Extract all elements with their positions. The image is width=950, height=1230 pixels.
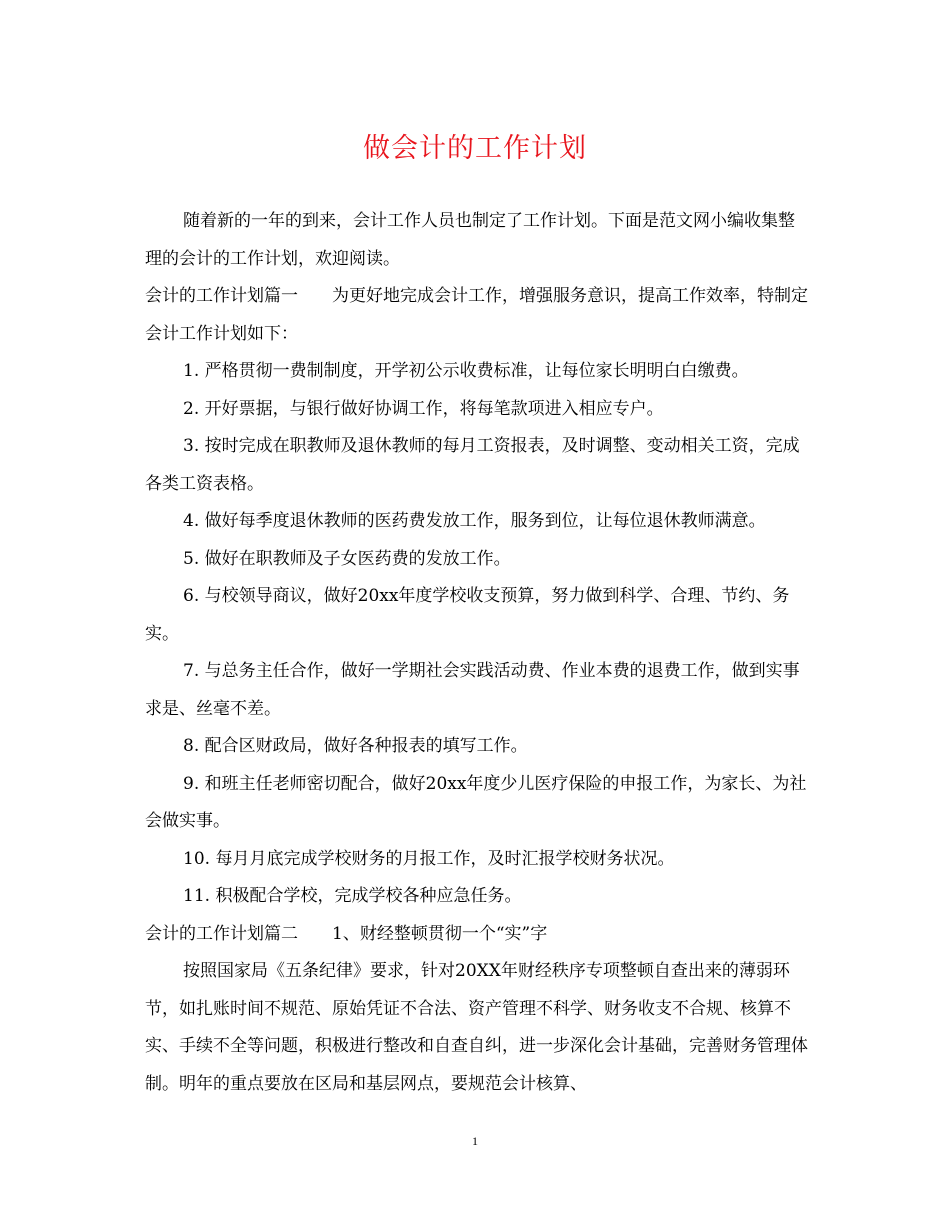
list-item: 10. 每月月底完成学校财务的月报工作，及时汇报学校财务状况。 <box>183 848 675 869</box>
list-item: 2. 开好票据，与银行做好协调工作，将每笔款项进入相应专户。 <box>183 398 664 419</box>
section-1-heading: 会计的工作计划篇一 <box>145 286 298 306</box>
page-title: 做会计的工作计划 <box>363 133 587 164</box>
section-2-paragraph <box>145 916 810 954</box>
section-1-paragraph <box>145 278 810 353</box>
list-item: 1. 严格贯彻一费制制度，开学初公示收费标准，让每位家长明明白白缴费。 <box>183 361 749 381</box>
list-item: 5. 做好在职教师及子女医药费的发放工作。 <box>183 548 511 569</box>
list-item: 6. 与校领导商议，做好20xx年度学校收支预算，努力做到科学、合理、节约、务实。 <box>145 586 790 644</box>
section-2-heading: 会计的工作计划篇二 <box>145 923 298 944</box>
section-2-text: 1、财经整顿贯彻一个“实”字 <box>332 923 548 944</box>
list-item: 8. 配合区财政局，做好各种报表的填写工作。 <box>183 736 528 756</box>
body-paragraph: 按照国家局《五条纪律》要求，针对20XX年财经秩序专项整顿自查出来的薄弱环节，如扎账时间不规范、原始凭证不合法、资产管理不科学、财务收支不合规、核算不实、手续不全等问题，积极进行整改和自查自纠，进一步深化会计基础，完善财务管理体制。明年的重点要放在区局和基层网点，要规范会计核算、 <box>145 961 808 1094</box>
list-item: 3. 按时完成在职教师及退休教师的每月工资报表，及时调整、变动相关工资，完成各类工资表格。 <box>145 436 800 494</box>
intro-paragraph: 随着新的一年的到来，会计工作人员也制定了工作计划。下面是范文网小编收集整理的会计的工作计划，欢迎阅读。 <box>145 211 795 269</box>
document-body <box>145 203 810 1103</box>
list-item: 4. 做好每季度退休教师的医药费发放工作，服务到位，让每位退休教师满意。 <box>183 511 766 531</box>
list-item: 9. 和班主任老师密切配合，做好20xx年度少儿医疗保险的申报工作，为家长、为社会做实事。 <box>145 773 807 831</box>
list-item: 11. 积极配合学校，完成学校各种应急任务。 <box>183 886 522 906</box>
section-1-text: 为更好地完成会计工作，增强服务意识，提高工作效率，特制定会计工作计划如下： <box>145 286 808 344</box>
page-number: 1 <box>472 1134 478 1148</box>
list-item: 7. 与总务主任合作，做好一学期社会实践活动费、作业本费的退费工作，做到实事求是、丝毫不差。 <box>145 661 800 719</box>
